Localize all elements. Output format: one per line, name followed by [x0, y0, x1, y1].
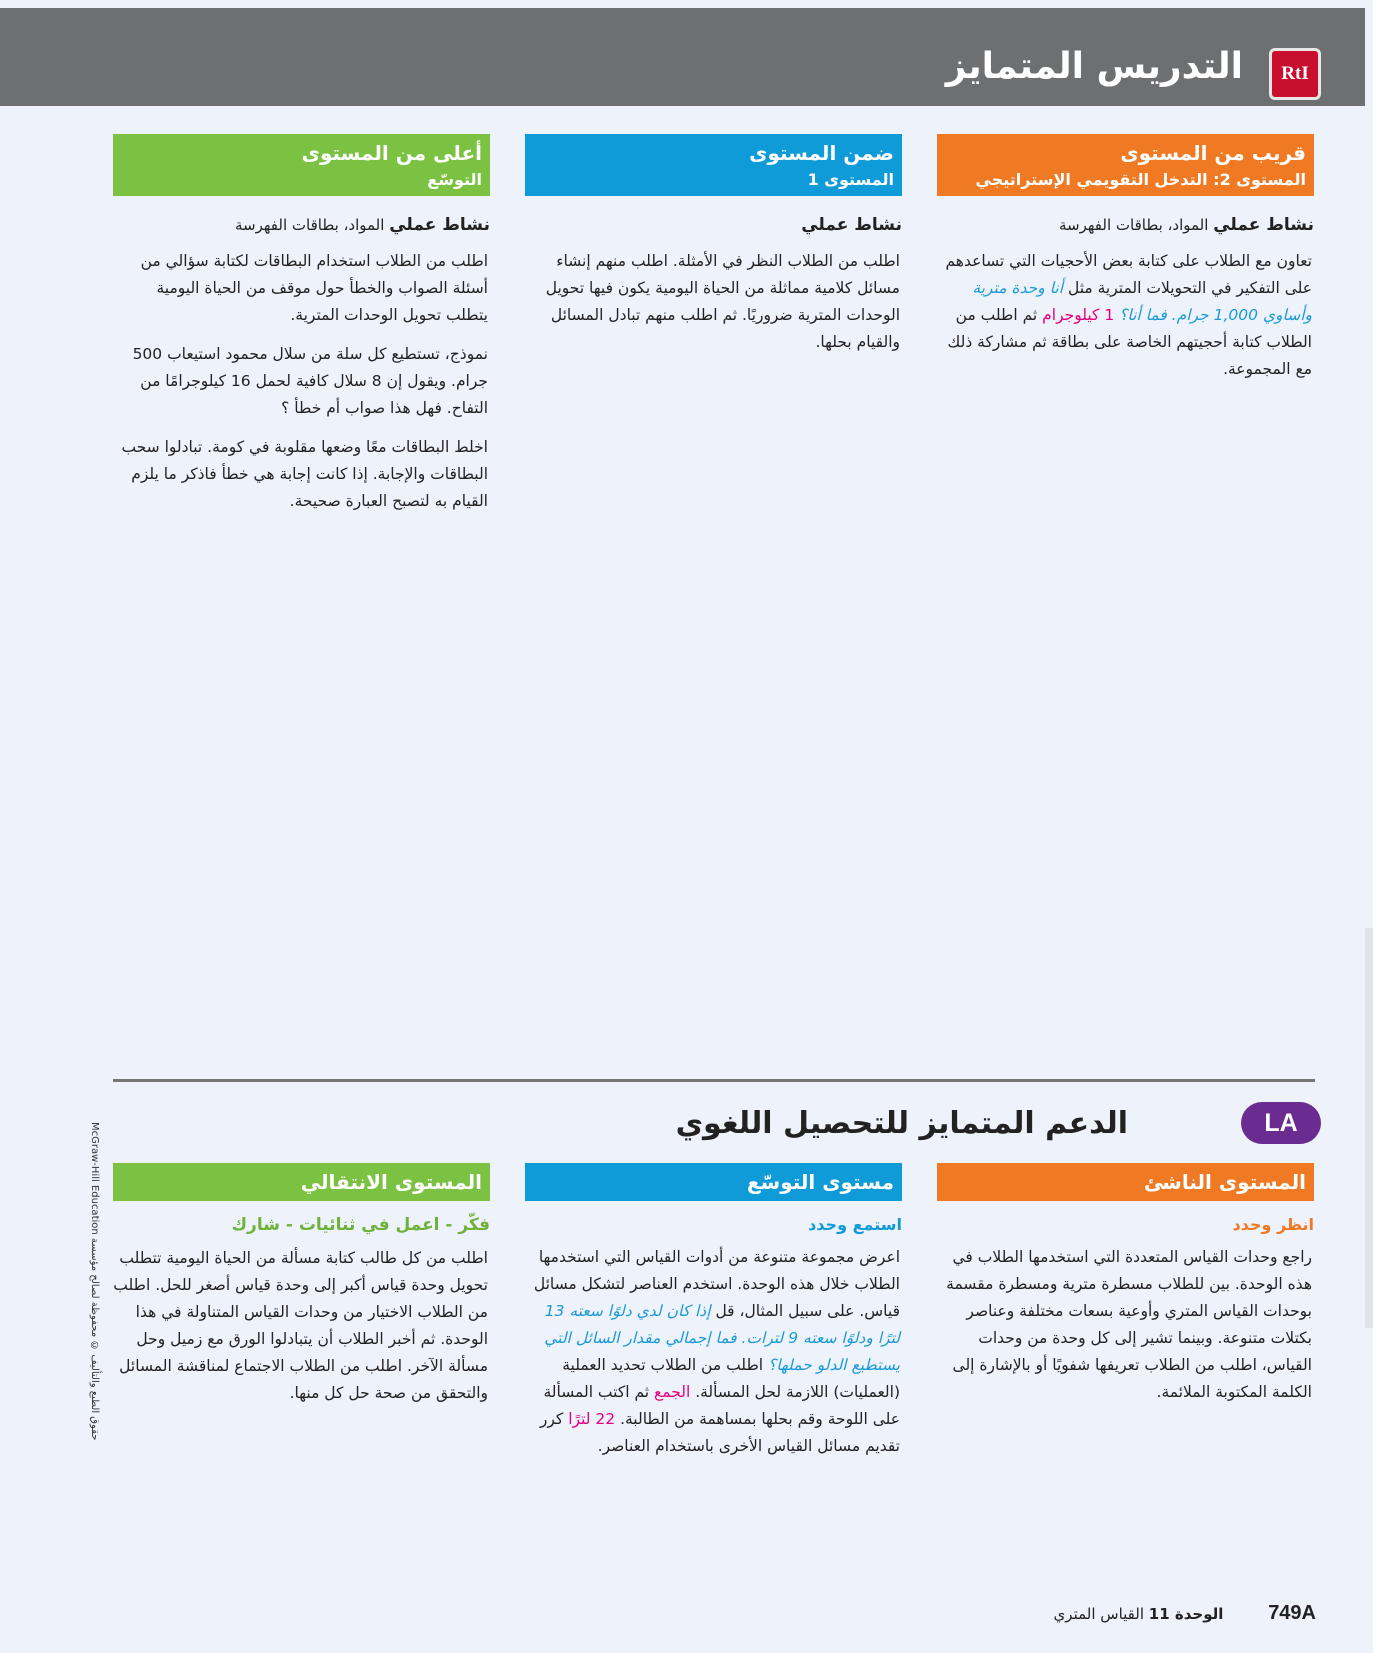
body-text: ثم اطلب من الطلاب كتابة أحجيتهم الخاصة على بطاقة ثم مشاركة ذلك مع المجموعة. [947, 306, 1312, 378]
beyond-activity [113, 212, 490, 238]
copyright-credit: حقوق الطبع والتأليف © محفوظة لصالح مؤسسة McGraw-Hill Education [89, 1121, 100, 1440]
on-level-panel [525, 134, 902, 368]
approaching-header [937, 134, 1314, 196]
on-level-activity [525, 212, 902, 238]
expanding-panel [525, 1163, 902, 1472]
emerging-header: المستوى الناشئ [937, 1163, 1314, 1201]
section-divider [113, 1079, 1315, 1082]
emerging-subheading: انظر وحدد [1232, 1215, 1314, 1234]
on-level-title: ضمن المستوى [749, 141, 894, 165]
body-text: اطلب من الطلاب النظر في الأمثلة. اطلب منهم إنشاء مسائل كلامية مماثلة من الحياة اليومية يكون فيها تحويل الوحدات المترية ضروريًا. ثم اطلب منهم تبادل المسائل والقيام بحلها. [545, 252, 900, 351]
body-text: ثم اكتب المسألة على اللوحة وقم بحلها بمساهمة من الطالبة. [543, 1383, 900, 1428]
riddle-text: أنا وحدة مترية وأساوي 1,000 جرام. فما أنا؟ [972, 279, 1312, 324]
body-text: تعاون مع الطلاب على كتابة بعض الأحجيات التي تساعدهم على التفكير في التحويلات المترية مثل [945, 252, 1312, 297]
approaching-body [937, 248, 1314, 383]
approaching-panel [937, 134, 1314, 395]
activity-label: نشاط عملي [389, 215, 490, 235]
body-text: كرر تقديم مسائل القياس الأخرى باستخدام العناصر. [539, 1410, 900, 1455]
beyond-header [113, 134, 490, 196]
sample-text: نموذج، تستطيع كل سلة من سلال محمود استيعاب 500 جرام. ويقول إن 8 سلال كافية لحمل 16 كيلوجرامًا من التفاح. فهل هذا صواب أم خطأ ؟ [132, 345, 488, 417]
scrollbar[interactable] [1365, 928, 1373, 1328]
emerging-panel [937, 1163, 1314, 1418]
language-section-title: الدعم المتمايز للتحصيل اللغوي [675, 1106, 1128, 1141]
unit-label: الوحدة 11 [1148, 1605, 1224, 1623]
on-level-header [525, 134, 902, 196]
body-text: اعرض مجموعة متنوعة من أدوات القياس التي استخدمها الطلاب خلال هذه الوحدة. استخدم العناصر لتشكل مسائل قياس. على سبيل المثال، قل [533, 1248, 900, 1320]
body-text: اطلب من الطلاب استخدام البطاقات لكتابة سؤالي من أسئلة الصواب والخطأ حول موقف من الحياة اليومية يتطلب تحويل الوحدات المترية. [140, 252, 488, 324]
beyond-subtitle: التوسّع [427, 170, 482, 189]
materials: المواد، بطاقات الفهرسة [1059, 216, 1209, 234]
operation-text: الجمع [654, 1383, 691, 1401]
answer-text: 1 كيلوجرام [1042, 306, 1115, 324]
beyond-panel [113, 134, 490, 527]
body-text: اخلط البطاقات معًا وضعها مقلوبة في كومة. تبادلوا سحب البطاقات والإجابة. إذا كانت إجابة هي خطأ فاذكر ما يلزم القيام به لتصبح العبارة صحيحة. [121, 438, 488, 510]
question-text: إذا كان لدي دلوًا سعته 13 لترًا ودلوًا سعته 9 لترات. فما إجمالي مقدار السائل التي يستطيع الدلو حملها؟ [544, 1302, 900, 1374]
beyond-title: أعلى من المستوى [301, 141, 482, 165]
body-text: اطلب من الطلاب تحديد العملية (العمليات) اللازمة لحل المسألة. [562, 1356, 900, 1401]
expanding-body [525, 1244, 902, 1460]
rti-logo: RtI [1269, 48, 1321, 100]
emerging-body [937, 1244, 1314, 1406]
body-text: اطلب من كل طالب كتابة مسألة من الحياة اليومية تتطلب تحويل وحدة قياس أكبر إلى وحدة قياس أصغر للحل. اطلب من الطلاب الاختيار من وحدات القياس المتناولة في هذا الوحدة. ثم أخبر الطلاب أن يتبادلوا الورق مع زميل وحل مسألة الآخر. اطلب من الطلاب الاجتماع لمناقشة المسائل والتحقق من صحة حل كل منها. [113, 1249, 488, 1402]
approaching-activity [937, 212, 1314, 238]
approaching-subtitle: المستوى 2: التدخل التقويمي الإستراتيجي [975, 170, 1306, 189]
on-level-body [525, 248, 902, 356]
body-text: راجع وحدات القياس المتعددة التي استخدمها الطلاب في هذه الوحدة. بين للطلاب مسطرة مترية ومسطرة مقسمة بوحدات القياس المتري وأوعية بسعات مختلفة وعناصر بكتلات متنوعة. وبينما تشير إلى كل وحدة من وحدات القياس، اطلب من الطلاب تعريفها شفويًا أو بالإشارة إلى الكلمة المكتوبة الملائمة. [946, 1248, 1312, 1401]
page-footer [1054, 1602, 1316, 1625]
bridging-panel [113, 1163, 490, 1419]
approaching-title: قريب من المستوى [1120, 141, 1306, 165]
page-title: التدريس المتمايز [945, 46, 1243, 87]
beyond-body [113, 248, 490, 515]
materials: المواد، بطاقات الفهرسة [235, 216, 385, 234]
expanding-subheading: استمع وحدد [808, 1215, 902, 1234]
on-level-subtitle: المستوى 1 [807, 170, 894, 189]
activity-label: نشاط عملي [801, 215, 902, 235]
expanding-header: مستوى التوسّع [525, 1163, 902, 1201]
bridging-subheading: فكّر - اعمل في ثنائيات - شارك [231, 1215, 490, 1235]
result-text: 22 لترًا [568, 1410, 616, 1428]
unit-title: القياس المتري [1053, 1605, 1145, 1623]
page-number: 749A [1268, 1602, 1316, 1624]
activity-label: نشاط عملي [1213, 215, 1314, 235]
bridging-body [113, 1245, 490, 1407]
la-logo: LA [1241, 1102, 1321, 1144]
bridging-header: المستوى الانتقالي [113, 1163, 490, 1201]
